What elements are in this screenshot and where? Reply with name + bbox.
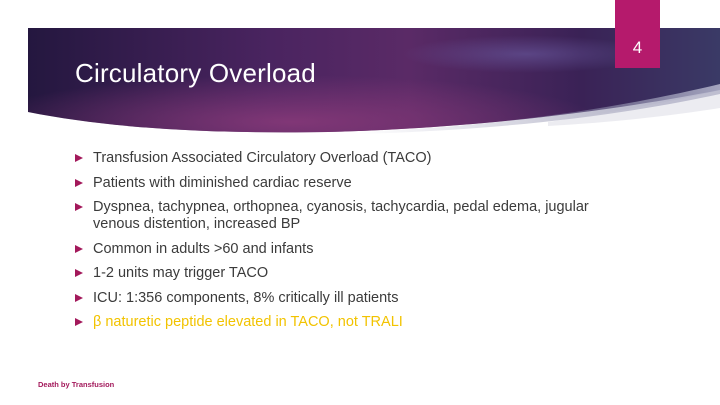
- triangle-bullet-icon: [75, 154, 83, 162]
- page-number: 4: [632, 38, 643, 57]
- slide-title: Circulatory Overload: [75, 58, 316, 88]
- bullet-item-highlighted: [75, 314, 635, 331]
- bullet-text: 1-2 units may trigger TACO: [93, 265, 269, 281]
- triangle-bullet-icon: [75, 269, 83, 277]
- bullet-item: [75, 265, 635, 282]
- triangle-bullet-icon: [75, 294, 83, 302]
- footer-text: Death by Transfusion: [38, 380, 115, 389]
- bullet-item: [75, 241, 635, 258]
- bullet-text: Common in adults >60 and infants: [93, 240, 314, 257]
- page-number-tab: [615, 0, 660, 68]
- bullet-text: Dyspnea, tachypnea, orthopnea, cyanosis, tachycardia, pedal edema, jugular venous distention, increased BP: [93, 199, 589, 232]
- triangle-bullet-icon: [75, 203, 83, 211]
- bullet-text: Patients with diminished cardiac reserve: [93, 174, 352, 191]
- bullet-text: β naturetic peptide elevated in TACO, not TRALI: [93, 314, 403, 330]
- bullet-item: [75, 175, 635, 192]
- bullet-text: Transfusion Associated Circulatory Overload (TACO): [93, 150, 432, 166]
- bullet-item: [75, 150, 635, 167]
- bullet-list: [75, 150, 635, 339]
- triangle-bullet-icon: [75, 245, 83, 253]
- triangle-bullet-icon: [75, 318, 83, 326]
- triangle-bullet-icon: [75, 179, 83, 187]
- bullet-item: [75, 290, 635, 307]
- bullet-item: [75, 199, 635, 233]
- bullet-text: ICU: 1:356 components, 8% critically ill patients: [93, 289, 399, 306]
